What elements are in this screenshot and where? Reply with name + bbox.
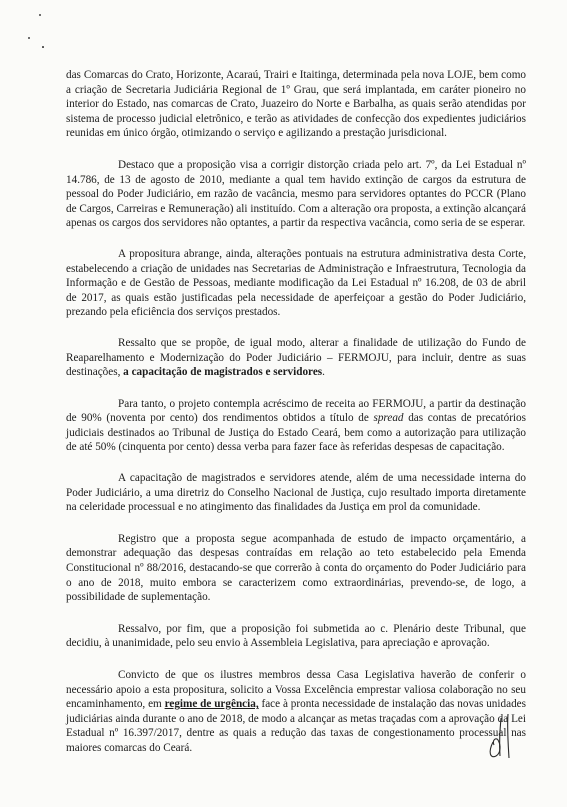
paragraph-fermoju-end: . [322,366,325,379]
paragraph-fermoju-text: Ressalto que se propõe, de igual modo, alterar a finalidade de utilização do Fundo de Reaparelhamento e Modernização do Poder Judiciário – FERMOJU, para incluir, dentre as suas destinações, [66,336,526,379]
paragraph-impacto-orcamentario: Registro que a proposta segue acompanhada de estudo de impacto orçamentário, a demonstrar adequação das despesas contraídas em relação ao teto estabelecido pela Emenda Constitucional nº 88/2016, destacando-se que correrão à conta do orçamento do Poder Judiciário para o ano de 2018, muito embora se caracterizem como extraordinárias, prevendo-se, de logo, a possibilidade de suplementação. [66,532,526,604]
handwritten-initials [486,712,516,760]
paragraph-plenario: Ressalvo, por fim, que a proposição foi submetida ao c. Plenário deste Tribunal, que decidiu, à unanimidade, pelo seu envio à Assembleia Legislativa, para apreciação e aprovação. [66,622,526,650]
scan-speck [42,46,44,48]
regime-urgencia-underlined: regime de urgência, [164,698,259,711]
scan-speck [28,37,30,39]
paragraph-urgencia-emphasis [165,698,259,710]
paragraph-receita-italic: spread [373,412,404,425]
paragraph-capacitacao: A capacitação de magistrados e servidores atende, além de uma necessidade interna do Poder Judiciário, a uma diretriz do Conselho Nacional de Justiça, cujo resultado importa diretamente na celeridade processual e no atingimento das finalidades da Justiça em prol da comunidade. [66,472,526,514]
letter-body [66,68,526,756]
paragraph-receita-text: Para tanto, o projeto contempla acréscimo de receita ao FERMOJU, a partir da destinação de 90% (noventa por cento) dos rendimentos obtidos a título de [66,397,526,425]
paragraph-estrutura-administrativa: A propositura abrange, ainda, alterações pontuais na estrutura administrativa desta Corte, estabelecendo a criação de unidades nas Secretarias de Administração e Infraestrutura, Tecnologia da Informação e de Gestão de Pessoas, mediante modificação da Lei Estadual nº 16.208, de 03 de abril de 2017, as quais estão justificadas pela necessidade de aperfeiçoar a gestão do Poder Judiciário, prezando pela eficiência dos serviços prestados. [66,247,526,319]
paragraph-comarcas: das Comarcas do Crato, Horizonte, Acaraú, Trairi e Itaitinga, determinada pela nova LOJE, bem como a criação de Secretaria Judiciária Regional de 1º Grau, que será implantada, em caráter pioneiro no interior do Estado, nas comarcas de Crato, Juazeiro do Norte e Barbalha, as quais serão atendidas por sistema de processo judicial eletrônico, e terão as atividades de confecção dos expedientes judiciários reunidas em único órgão, otimizando o serviço e agilizando a prestação jurisdicional. [66,69,526,140]
paragraph-receita-end: das contas de precatórios judiciais destinados ao Tribunal de Justiça do Estado Ceará, bem como a autorização para utilização de até 50% (cinquenta por cento) dessa verba para fazer face às referidas despesas de capacitação. [66,412,526,454]
paragraph-receita [66,397,526,455]
paragraph-fermoju-emphasis: a capacitação de magistrados e servidores [123,366,323,379]
scan-speck [39,14,41,16]
paragraph-urgencia-end: face à pronta necessidade de instalação das novas unidades judiciárias ainda durante o ano de 2018, de modo a alcançar as metas traçadas com a aprovação da Lei Estadual nº 16.397/2017, dentre as quais a redução das taxas de congestionamento processual nas maiores comarcas do Ceará. [66,698,526,754]
paragraph-urgencia [66,668,526,756]
paragraph-fermoju [66,336,526,380]
paragraph-urgencia-text: Convicto de que os ilustres membros dessa Casa Legislativa haverão de conferir o necessário apoio a esta propositura, solicito a Vossa Excelência emprestar valiosa colaboração no seu encaminhamento, em [66,669,526,711]
paragraph-distorcao: Destaco que a proposição visa a corrigir distorção criada pelo art. 7º, da Lei Estadual nº 14.786, de 13 de agosto de 2010, mediante a qual tem havido extinção de cargos da estrutura de pessoal do Poder Judiciário, em razão de vacância, mesmo para servidores optantes do PCCR (Plano de Cargos, Carreiras e Remuneração) ali instituído. Com a alteração ora proposta, a extinção alcançará apenas os cargos dos servidores não optantes, a partir da respectiva vacância, como seria de se esperar. [66,158,526,230]
